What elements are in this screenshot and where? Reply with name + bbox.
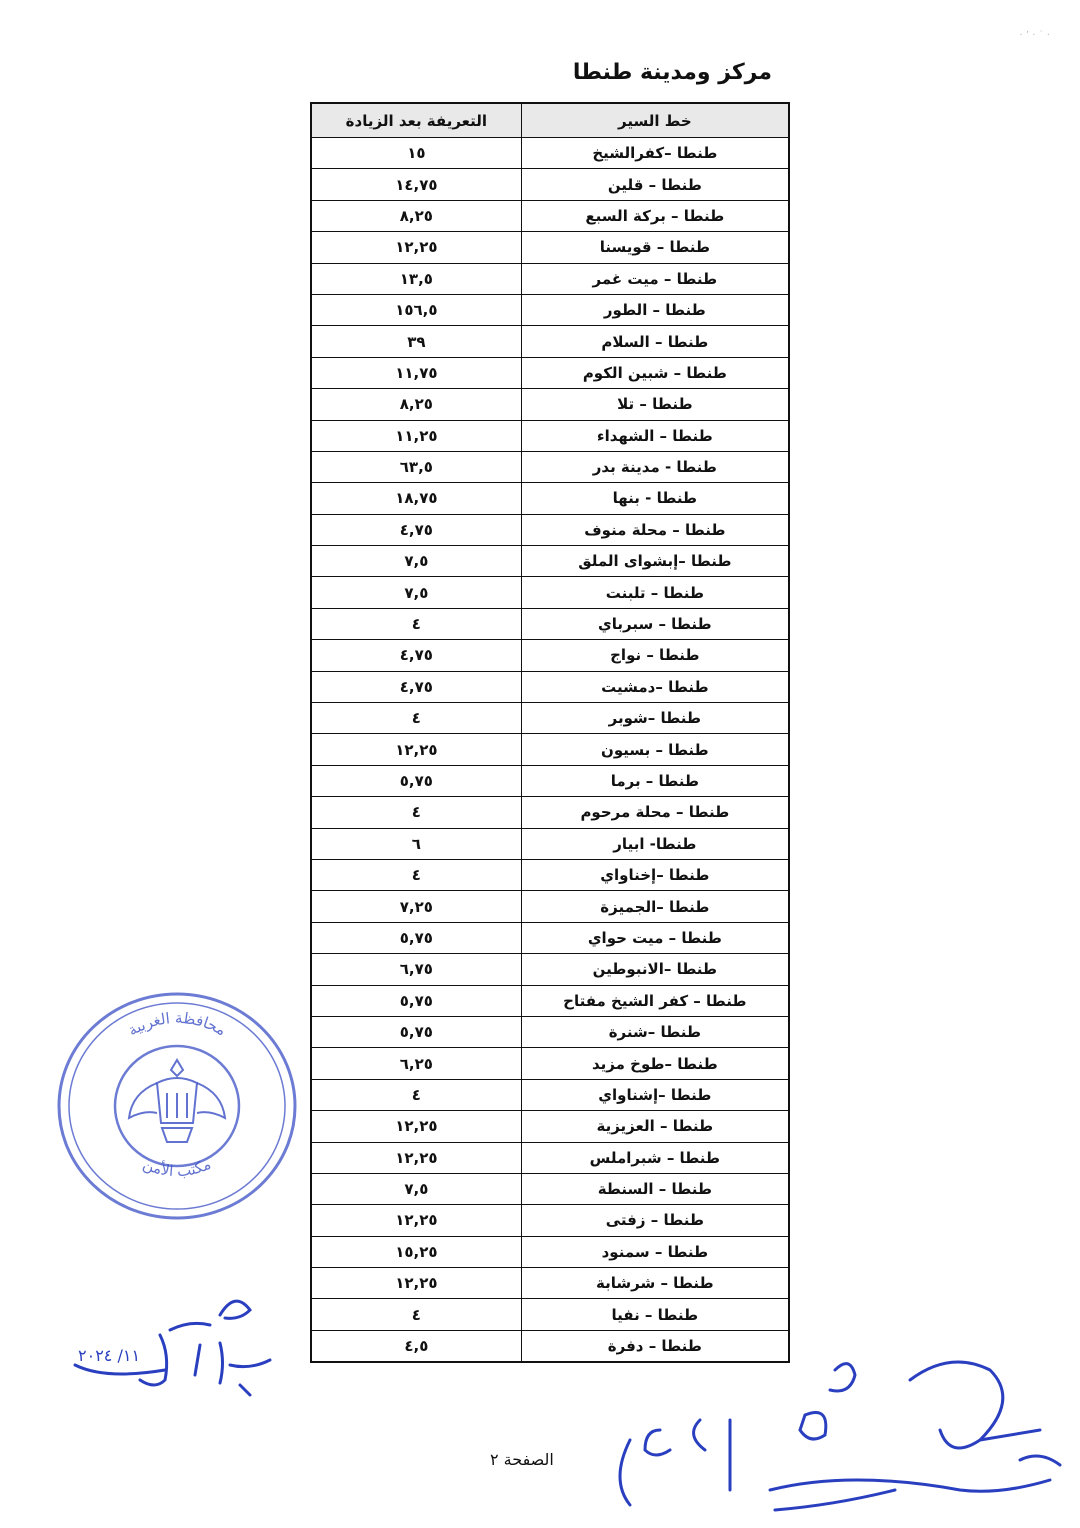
approval-signature	[70, 1285, 290, 1405]
route-cell: طنطا – بركة السبع	[521, 200, 789, 231]
route-cell: طنطا –الجميزة	[521, 891, 789, 922]
route-cell: طنطا –إشناواي	[521, 1079, 789, 1110]
stamp-text-top: محافظة الغربية	[124, 1008, 230, 1040]
page-number: الصفحة ٢	[490, 1450, 554, 1469]
table-row	[311, 138, 789, 169]
route-cell: طنطا – محلة مرحوم	[521, 797, 789, 828]
route-cell: طنطا – محلة منوف	[521, 514, 789, 545]
route-cell: طنطا – ميت غمر	[521, 263, 789, 294]
scan-noise: · ٬ · ˙ ·	[1019, 30, 1050, 41]
fare-cell: ٦,٧٥	[311, 954, 521, 985]
route-cell: طنطا – الطور	[521, 294, 789, 325]
table-row	[311, 294, 789, 325]
route-cell: طنطا –شنرة	[521, 1016, 789, 1047]
fare-cell: ٤	[311, 1079, 521, 1110]
route-cell: طنطا – نواج	[521, 640, 789, 671]
table-row	[311, 1330, 789, 1362]
fare-cell: ٧,٥	[311, 577, 521, 608]
fare-cell: ٤	[311, 608, 521, 639]
table-row	[311, 797, 789, 828]
header-fare: التعريفة بعد الزيادة	[311, 103, 521, 138]
fare-cell: ٥,٧٥	[311, 1016, 521, 1047]
table-row	[311, 985, 789, 1016]
table-row	[311, 263, 789, 294]
route-cell: طنطا – ميت حواي	[521, 922, 789, 953]
official-stamp-seal	[52, 988, 302, 1228]
fare-cell: ١٥	[311, 138, 521, 169]
fare-cell: ١٨,٧٥	[311, 483, 521, 514]
route-cell: طنطا – شبراملس	[521, 1142, 789, 1173]
fare-cell: ٤	[311, 859, 521, 890]
table-row	[311, 357, 789, 388]
table-row	[311, 169, 789, 200]
fare-cell: ٦,٢٥	[311, 1048, 521, 1079]
table-row	[311, 1016, 789, 1047]
table-row	[311, 1299, 789, 1330]
route-cell: طنطا – قويسنا	[521, 232, 789, 263]
route-cell: طنطا –كفرالشيخ	[521, 138, 789, 169]
route-cell: طنطا – زفتى	[521, 1205, 789, 1236]
fare-cell: ١٥٦,٥	[311, 294, 521, 325]
route-cell: طنطا –طوخ مزيد	[521, 1048, 789, 1079]
fare-cell: ٧,٥	[311, 1173, 521, 1204]
route-cell: طنطا – نفيا	[521, 1299, 789, 1330]
fare-cell: ١٣,٥	[311, 263, 521, 294]
route-cell: طنطا – السلام	[521, 326, 789, 357]
fare-cell: ٨,٢٥	[311, 389, 521, 420]
route-cell: طنطا – العزيزية	[521, 1111, 789, 1142]
route-cell: طنطا – تلا	[521, 389, 789, 420]
table-row	[311, 577, 789, 608]
table-row	[311, 1111, 789, 1142]
fare-cell: ٦٣,٥	[311, 451, 521, 482]
stamp-text-bottom: مكتب الأمن	[140, 1154, 214, 1181]
table-row	[311, 922, 789, 953]
fare-cell: ٤	[311, 1299, 521, 1330]
page-title: مركز ومدينة طنطا	[572, 60, 772, 85]
table-row	[311, 420, 789, 451]
fare-cell: ٤	[311, 703, 521, 734]
fare-cell: ٥,٧٥	[311, 985, 521, 1016]
table-row	[311, 1079, 789, 1110]
header-route: خط السير	[521, 103, 789, 138]
fare-cell: ١٢,٢٥	[311, 1268, 521, 1299]
fare-cell: ٥,٧٥	[311, 765, 521, 796]
route-cell: طنطا – سبرباي	[521, 608, 789, 639]
route-cell: طنطا – قلين	[521, 169, 789, 200]
route-cell: طنطا –الانبوطين	[521, 954, 789, 985]
route-cell: طنطا- ابيار	[521, 828, 789, 859]
table-row	[311, 765, 789, 796]
fare-cell: ٣٩	[311, 326, 521, 357]
route-cell: طنطا – دفرة	[521, 1330, 789, 1362]
fare-cell: ١٢,٢٥	[311, 232, 521, 263]
route-cell: طنطا –دمشيت	[521, 671, 789, 702]
table-row	[311, 200, 789, 231]
route-cell: طنطا – برما	[521, 765, 789, 796]
table-row	[311, 1173, 789, 1204]
fare-cell: ١٢,٢٥	[311, 734, 521, 765]
fare-cell: ٤,٧٥	[311, 640, 521, 671]
table-row	[311, 703, 789, 734]
route-cell: طنطا – بسيون	[521, 734, 789, 765]
fare-cell: ٧,٥	[311, 546, 521, 577]
table-row	[311, 1048, 789, 1079]
table-row	[311, 1205, 789, 1236]
table-body	[311, 138, 789, 1363]
approval-date: ١١/ ٢٠٢٤	[78, 1346, 141, 1365]
table-row	[311, 859, 789, 890]
committee-signatures	[600, 1360, 1070, 1520]
table-row	[311, 232, 789, 263]
table-row	[311, 828, 789, 859]
fare-cell: ١٤,٧٥	[311, 169, 521, 200]
fare-cell: ٧,٢٥	[311, 891, 521, 922]
fare-cell: ٨,٢٥	[311, 200, 521, 231]
table-row	[311, 451, 789, 482]
fare-cell: ٤	[311, 797, 521, 828]
route-cell: طنطا –إخناواي	[521, 859, 789, 890]
table-row	[311, 1236, 789, 1267]
table-row	[311, 514, 789, 545]
table-row	[311, 734, 789, 765]
fare-cell: ٤,٥	[311, 1330, 521, 1362]
table-header-row	[311, 103, 789, 138]
eagle-emblem-icon	[129, 1060, 225, 1142]
route-cell: طنطا - مدينة بدر	[521, 451, 789, 482]
route-cell: طنطا – شرشابة	[521, 1268, 789, 1299]
table-row	[311, 671, 789, 702]
route-cell: طنطا – الشهداء	[521, 420, 789, 451]
fare-cell: ١١,٢٥	[311, 420, 521, 451]
fare-cell: ١١,٧٥	[311, 357, 521, 388]
fare-cell: ١٢,٢٥	[311, 1205, 521, 1236]
table-row	[311, 1142, 789, 1173]
fare-cell: ٤,٧٥	[311, 514, 521, 545]
fare-cell: ٥,٧٥	[311, 922, 521, 953]
table-row	[311, 546, 789, 577]
route-cell: طنطا – شبين الكوم	[521, 357, 789, 388]
route-cell: طنطا – كفر الشيخ مفتاح	[521, 985, 789, 1016]
fare-cell: ٤,٧٥	[311, 671, 521, 702]
fare-cell: ٦	[311, 828, 521, 859]
table-row	[311, 389, 789, 420]
table-row	[311, 1268, 789, 1299]
table-row	[311, 608, 789, 639]
table-row	[311, 891, 789, 922]
fare-cell: ١٥,٢٥	[311, 1236, 521, 1267]
table-row	[311, 954, 789, 985]
table-row	[311, 640, 789, 671]
route-cell: طنطا – تلبنت	[521, 577, 789, 608]
route-cell: طنطا – السنطة	[521, 1173, 789, 1204]
route-cell: طنطا - بنها	[521, 483, 789, 514]
fare-cell: ١٢,٢٥	[311, 1142, 521, 1173]
table-row	[311, 483, 789, 514]
fare-cell: ١٢,٢٥	[311, 1111, 521, 1142]
route-cell: طنطا –إبشواى الملق	[521, 546, 789, 577]
route-cell: طنطا – سمنود	[521, 1236, 789, 1267]
table-row	[311, 326, 789, 357]
fares-table	[310, 102, 790, 1363]
route-cell: طنطا –شوبر	[521, 703, 789, 734]
